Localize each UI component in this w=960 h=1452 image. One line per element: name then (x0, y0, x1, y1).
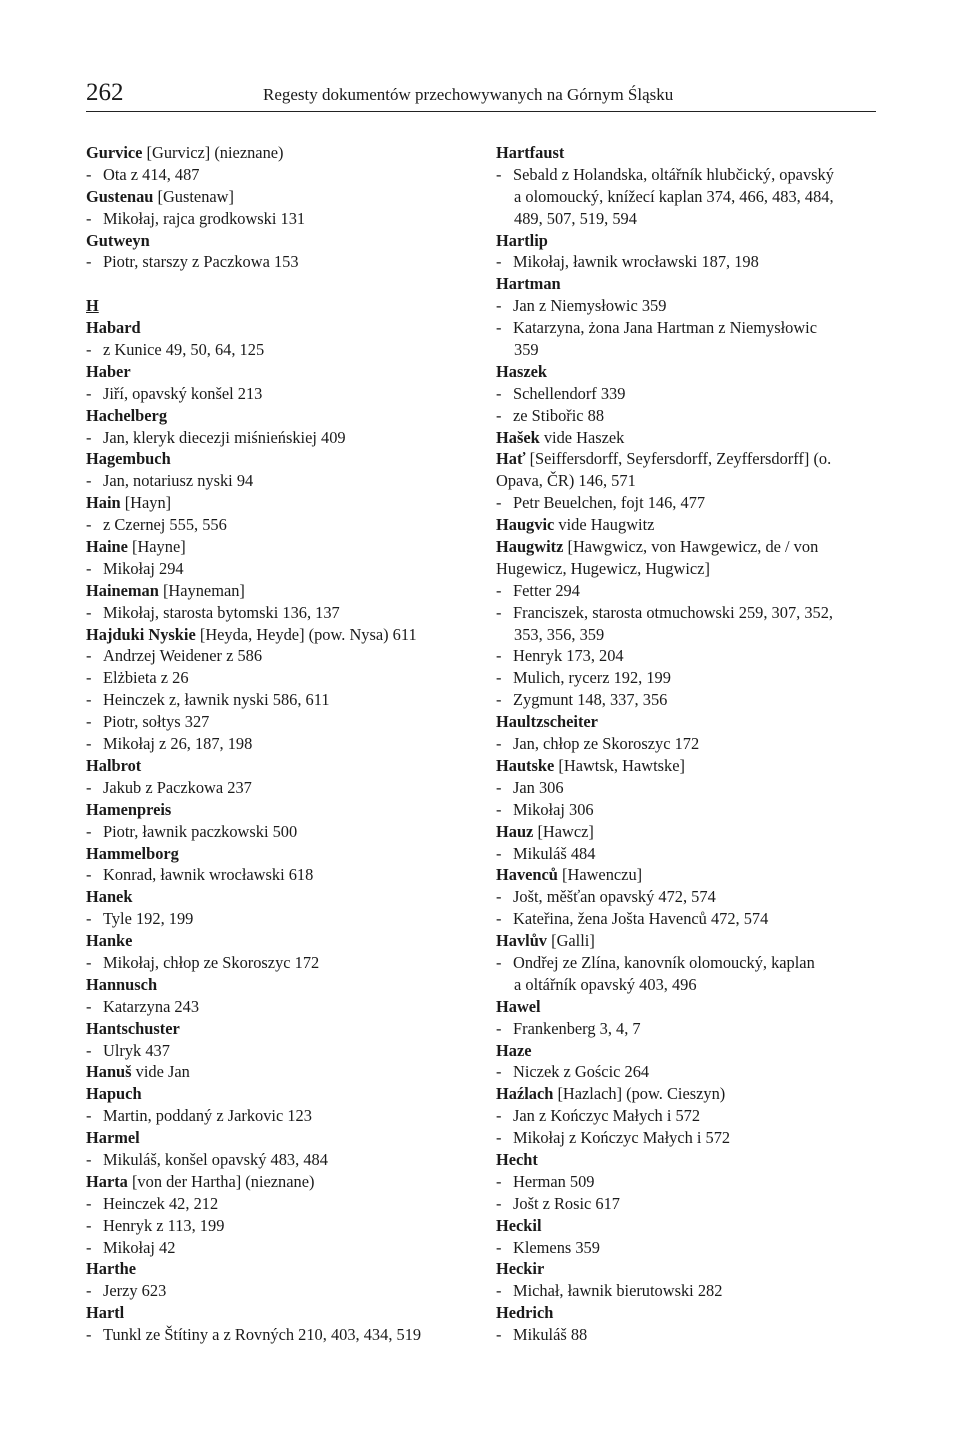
entry-qualifier: vide Jan (131, 1062, 190, 1082)
subentry-text: Herman 509 (513, 1171, 595, 1191)
entry-headword: Hannusch (86, 974, 158, 994)
entry-qualifier: [Heyda, Heyde] (pow. Nysa) 611 (195, 624, 417, 644)
entry-headword: Hauz (496, 821, 534, 841)
index-entry-heading (496, 996, 878, 1018)
entry-headword: Hartman (496, 274, 561, 294)
dash-marker: - (496, 1171, 502, 1191)
entry-headword: Haugwitz (496, 537, 564, 557)
entry-headword: Halbrot (86, 755, 142, 775)
dash-marker: - (86, 208, 92, 228)
index-subentry (496, 383, 878, 405)
index-subentry (496, 1193, 878, 1215)
section-letter: H (86, 296, 99, 316)
index-subentry (496, 843, 878, 865)
entry-headword: Hain (86, 493, 121, 513)
index-entry-heading (86, 317, 466, 339)
index-entry-heading (86, 1302, 466, 1324)
entry-headword: Habard (86, 318, 141, 338)
index-subentry (86, 602, 466, 624)
index-subentry (496, 667, 878, 689)
dash-marker: - (496, 1237, 502, 1257)
subentry-text: Jan, kleryk diecezji miśnieńskiej 409 (103, 427, 346, 447)
subentry-text: Heinczek 42, 212 (103, 1193, 219, 1213)
index-entry-heading (496, 536, 878, 558)
index-entry-heading (86, 930, 466, 952)
index-subentry (86, 821, 466, 843)
index-subentry (86, 996, 466, 1018)
index-subentry (86, 1193, 466, 1215)
entry-headword: Heckir (496, 1259, 545, 1279)
dash-marker: - (86, 164, 92, 184)
entry-qualifier: [Hayn] (120, 493, 172, 513)
subentry-text: Frankenberg 3, 4, 7 (513, 1018, 641, 1038)
index-subentry (86, 733, 466, 755)
dash-marker: - (496, 383, 502, 403)
index-entry-heading (496, 864, 878, 886)
index-subentry (496, 1280, 878, 1302)
entry-headword: Heckil (496, 1215, 542, 1235)
entry-headword: Harmel (86, 1128, 140, 1148)
entry-headword: Hantschuster (86, 1018, 180, 1038)
heading-continuation: Opava, ČR) 146, 571 (496, 471, 636, 491)
subentry-text: Tyle 192, 199 (103, 909, 194, 929)
subentry-text: ze Stibořic 88 (513, 405, 605, 425)
index-entry-heading (496, 1258, 878, 1280)
dash-marker: - (86, 252, 92, 272)
index-subentry (496, 886, 878, 908)
index-subentry (496, 580, 878, 602)
dash-marker: - (496, 952, 502, 972)
entry-headword: Hautske (496, 755, 555, 775)
entry-qualifier: [von der Hartha] (nieznane) (127, 1171, 315, 1191)
dash-marker: - (86, 1106, 92, 1126)
dash-marker: - (496, 1325, 502, 1345)
entry-headword: Haszek (496, 361, 547, 381)
subentry-text: Mikołaj 294 (103, 558, 184, 578)
entry-qualifier: [Galli] (547, 931, 595, 951)
subentry-text: Piotr, sołtys 327 (103, 712, 210, 732)
dash-marker: - (86, 909, 92, 929)
index-entry-heading (86, 361, 466, 383)
entry-headword: Hammelborg (86, 843, 179, 863)
entry-headword: Havlův (496, 931, 548, 951)
entry-headword: Hať (496, 449, 526, 469)
index-entry-heading (496, 1040, 878, 1062)
subentry-text: Mikuláš, konšel opavský 483, 484 (103, 1149, 328, 1169)
page-number: 262 (86, 79, 124, 106)
index-entry-heading (86, 405, 466, 427)
index-entry-heading (86, 974, 466, 996)
subentry-text: Mikuláš 484 (513, 843, 596, 863)
index-entry-heading (496, 930, 878, 952)
dash-marker: - (86, 1215, 92, 1235)
entry-headword: Gurvice (86, 143, 143, 162)
subentry-text: Mikołaj, rajca grodkowski 131 (103, 208, 306, 228)
index-subentry (496, 1061, 878, 1083)
dash-marker: - (86, 1237, 92, 1257)
index-entry-heading (496, 142, 878, 164)
dash-marker: - (496, 296, 502, 316)
index-subentry (496, 952, 878, 974)
subentry-text: Katarzyna 243 (103, 996, 200, 1016)
entry-headword: Hartfaust (496, 143, 565, 162)
subentry-continuation: 489, 507, 519, 594 (514, 208, 637, 228)
subentry-continuation: a oltářník opavský 403, 496 (514, 974, 697, 994)
index-entry-heading (496, 1302, 878, 1324)
dash-marker: - (496, 164, 502, 184)
entry-headword: Haine (86, 537, 128, 557)
index-subentry (496, 1237, 878, 1259)
index-entry-heading (496, 821, 878, 843)
index-subentry (86, 251, 466, 273)
index-entry-heading (86, 186, 466, 208)
entry-headword: Hanek (86, 887, 133, 907)
index-entry-heading (86, 755, 466, 777)
subentry-text: Jošt z Rosic 617 (513, 1193, 620, 1213)
dash-marker: - (496, 493, 502, 513)
entry-qualifier: [Hazlach] (pow. Cieszyn) (553, 1084, 726, 1104)
index-subentry (86, 470, 466, 492)
subentry-text: z Czernej 555, 556 (103, 515, 227, 535)
index-subentry (86, 689, 466, 711)
entry-qualifier: [Hayne] (127, 537, 186, 557)
entry-headword: Haze (496, 1040, 532, 1060)
index-subentry (86, 514, 466, 536)
index-subentry (86, 427, 466, 449)
subentry-text: Jan, notariusz nyski 94 (103, 471, 254, 491)
subentry-text: Mikołaj z Kończyc Małych i 572 (513, 1128, 731, 1148)
entry-qualifier: [Hayneman] (158, 580, 245, 600)
index-subentry (86, 667, 466, 689)
index-entry-heading (86, 492, 466, 514)
index-entry-heading (86, 1258, 466, 1280)
dash-marker: - (496, 602, 502, 622)
entry-headword: Haugvic (496, 515, 555, 535)
index-entry-heading (86, 886, 466, 908)
index-subentry (496, 777, 878, 799)
dash-marker: - (86, 668, 92, 688)
entry-headword: Haineman (86, 580, 159, 600)
entry-headword: Hecht (496, 1149, 538, 1169)
dash-marker: - (496, 909, 502, 929)
index-entry-heading (496, 1149, 878, 1171)
index-subentry (86, 645, 466, 667)
entry-headword: Hartl (86, 1303, 125, 1323)
index-subentry (496, 317, 878, 339)
entry-headword: Haźlach (496, 1084, 554, 1104)
subentry-text: Katarzyna, żona Jana Hartman z Niemysłowic (513, 318, 818, 338)
dash-marker: - (86, 865, 92, 885)
index-entry-heading (496, 755, 878, 777)
dash-marker: - (86, 1193, 92, 1213)
subentry-text: Fetter 294 (513, 580, 580, 600)
entry-headword: Harthe (86, 1259, 137, 1279)
dash-marker: - (496, 668, 502, 688)
entry-headword: Hartlip (496, 230, 548, 250)
entry-headword: Hawel (496, 996, 541, 1016)
dash-marker: - (86, 734, 92, 754)
dash-marker: - (86, 340, 92, 360)
header-rule (86, 111, 876, 112)
dash-marker: - (496, 690, 502, 710)
subentry-text: Jiří, opavský konšel 213 (103, 383, 263, 403)
index-subentry (496, 908, 878, 930)
subentry-text: Mikołaj z 26, 187, 198 (103, 734, 253, 754)
index-subentry (86, 1237, 466, 1259)
entry-qualifier: vide Haugwitz (554, 515, 655, 535)
index-subentry (86, 711, 466, 733)
index-subentry (496, 602, 878, 624)
dash-marker: - (496, 252, 502, 272)
subentry-text: Jan, chłop ze Skoroszyc 172 (513, 734, 700, 754)
entry-headword: Hajduki Nyskie (86, 624, 196, 644)
dash-marker: - (496, 1018, 502, 1038)
index-entry-heading (86, 624, 466, 646)
entry-headword: Hedrich (496, 1303, 554, 1323)
index-entry-heading (86, 580, 466, 602)
subentry-text: Konrad, ławnik wrocławski 618 (103, 865, 314, 885)
dash-marker: - (86, 690, 92, 710)
subentry-continuation: 359 (514, 340, 539, 360)
index-subentry (86, 952, 466, 974)
subentry-text: Jošt, měšťan opavský 472, 574 (513, 887, 716, 907)
index-column-left (86, 142, 466, 1346)
subentry-text: Jan z Niemysłowic 359 (513, 296, 667, 316)
entry-headword: Hapuch (86, 1084, 142, 1104)
dash-marker: - (496, 1106, 502, 1126)
subentry-text: Mikuláš 88 (513, 1325, 588, 1345)
subentry-text: Jerzy 623 (103, 1281, 167, 1301)
entry-headword: Hanke (86, 931, 133, 951)
subentry-text: Tunkl ze Štítiny a z Rovných 210, 403, 434, 519 (103, 1325, 422, 1345)
index-subentry (86, 1149, 466, 1171)
index-subentry (86, 164, 466, 186)
subentry-continuation: a olomoucký, knížecí kaplan 374, 466, 483, 484, (514, 186, 834, 206)
entry-headword: Haber (86, 361, 131, 381)
subentry-text: Michał, ławnik bierutowski 282 (513, 1281, 723, 1301)
dash-marker: - (86, 1281, 92, 1301)
subentry-text: Andrzej Weidener z 586 (103, 646, 263, 666)
index-subentry (86, 1324, 466, 1346)
entry-headword: Gustenau (86, 186, 154, 206)
dash-marker: - (496, 843, 502, 863)
index-subentry (86, 339, 466, 361)
subentry-text: Martin, poddaný z Jarkovic 123 (103, 1106, 312, 1126)
subentry-text: Ondřej ze Zlína, kanovník olomoucký, kaplan (513, 952, 815, 972)
subentry-text: Jan z Kończyc Małych i 572 (513, 1106, 701, 1126)
index-subentry (496, 492, 878, 514)
subentry-text: Zygmunt 148, 337, 356 (513, 690, 668, 710)
entry-qualifier: [Hawcz] (533, 821, 594, 841)
entry-qualifier: [Seiffersdorff, Seyfersdorff, Zeyffersdorff] (o. (525, 449, 832, 469)
entry-headword: Hamenpreis (86, 799, 172, 819)
index-entry-heading (496, 711, 878, 733)
index-subentry (496, 1018, 878, 1040)
subentry-text: Mikołaj 42 (103, 1237, 176, 1257)
index-subentry (86, 864, 466, 886)
entry-headword: Hanuš (86, 1062, 132, 1082)
subentry-text: Mikołaj 306 (513, 799, 594, 819)
index-subentry (86, 558, 466, 580)
index-entry-heading (86, 230, 466, 252)
index-entry-heading (86, 1171, 466, 1193)
dash-marker: - (86, 558, 92, 578)
entry-headword: Hachelberg (86, 405, 168, 425)
index-entry-heading (496, 448, 878, 470)
subentry-text: Henryk z 113, 199 (103, 1215, 225, 1235)
entry-headword: Havenců (496, 865, 558, 885)
index-entry-heading (86, 1018, 466, 1040)
index-subentry (86, 777, 466, 799)
index-entry-heading (86, 843, 466, 865)
dash-marker: - (86, 602, 92, 622)
subentry-text: Mikołaj, starosta bytomski 136, 137 (103, 602, 340, 622)
dash-marker: - (496, 734, 502, 754)
index-entry-heading (86, 1083, 466, 1105)
entry-qualifier: [Hawenczu] (557, 865, 643, 885)
dash-marker: - (86, 821, 92, 841)
index-entry-heading (496, 1083, 878, 1105)
running-title: Regesty dokumentów przechowywanych na Górnym Śląsku (263, 85, 674, 104)
index-entry-heading (496, 230, 878, 252)
index-subentry (496, 1105, 878, 1127)
dash-marker: - (496, 1128, 502, 1148)
subentry-text: Franciszek, starosta otmuchowski 259, 307, 352, (513, 602, 834, 622)
page-header (86, 78, 876, 114)
dash-marker: - (496, 1281, 502, 1301)
index-subentry (496, 164, 878, 186)
subentry-text: z Kunice 49, 50, 64, 125 (103, 340, 265, 360)
subentry-text: Mikołaj, chłop ze Skoroszyc 172 (103, 952, 320, 972)
dash-marker: - (496, 580, 502, 600)
subentry-text: Piotr, ławnik paczkowski 500 (103, 821, 298, 841)
index-subentry (86, 1040, 466, 1062)
dash-marker: - (86, 996, 92, 1016)
subentry-text: Piotr, starszy z Paczkowa 153 (103, 252, 299, 272)
index-subentry (496, 733, 878, 755)
index-subentry (86, 1280, 466, 1302)
index-subentry (496, 251, 878, 273)
index-entry-heading (86, 536, 466, 558)
subentry-text: Klemens 359 (513, 1237, 600, 1257)
subentry-text: Jakub z Paczkowa 237 (103, 777, 252, 797)
index-entry-heading (496, 427, 878, 449)
index-subentry (496, 799, 878, 821)
dash-marker: - (86, 427, 92, 447)
index-subentry (86, 208, 466, 230)
index-entry-heading (496, 273, 878, 295)
index-subentry (86, 908, 466, 930)
entry-qualifier: vide Haszek (539, 427, 625, 447)
subentry-text: Niczek z Gościc 264 (513, 1062, 650, 1082)
dash-marker: - (496, 405, 502, 425)
index-subentry (496, 1324, 878, 1346)
index-subentry (86, 1105, 466, 1127)
entry-headword: Haultzscheiter (496, 712, 598, 732)
index-entry-heading (86, 1127, 466, 1149)
dash-marker: - (496, 887, 502, 907)
subentry-text: Sebald z Holandska, oltářník hlubčický, opavský (513, 164, 834, 184)
subentry-text: Ota z 414, 487 (103, 164, 200, 184)
index-entry-heading (496, 361, 878, 383)
subentry-text: Schellendorf 339 (513, 383, 626, 403)
blank-line (86, 273, 466, 295)
subentry-text: Heinczek z, ławnik nyski 586, 611 (103, 690, 330, 710)
dash-marker: - (86, 646, 92, 666)
dash-marker: - (86, 777, 92, 797)
dash-marker: - (86, 471, 92, 491)
subentry-text: Henryk 173, 204 (513, 646, 624, 666)
subentry-text: Kateřina, žena Jošta Havenců 472, 574 (513, 909, 769, 929)
dash-marker: - (86, 952, 92, 972)
subentry-text: Petr Beuelchen, fojt 146, 477 (513, 493, 706, 513)
entry-qualifier: [Hawtsk, Hawtske] (554, 755, 685, 775)
dash-marker: - (86, 383, 92, 403)
dash-marker: - (496, 646, 502, 666)
entry-qualifier: [Gustenaw] (153, 186, 234, 206)
index-subentry (496, 1171, 878, 1193)
index-subentry (496, 645, 878, 667)
index-subentry (496, 295, 878, 317)
dash-marker: - (496, 777, 502, 797)
subentry-text: Mulich, rycerz 192, 199 (513, 668, 671, 688)
entry-qualifier: [Hawgwicz, von Hawgewicz, de / von (563, 537, 819, 557)
dash-marker: - (86, 1149, 92, 1169)
index-entry-heading (86, 799, 466, 821)
dash-marker: - (496, 799, 502, 819)
entry-headword: Hagembuch (86, 449, 171, 469)
index-subentry (496, 689, 878, 711)
entry-headword: Harta (86, 1171, 128, 1191)
subentry-text: Jan 306 (513, 777, 564, 797)
dash-marker: - (86, 712, 92, 732)
index-subentry (496, 405, 878, 427)
index-entry-heading (496, 514, 878, 536)
dash-marker: - (86, 1040, 92, 1060)
index-entry-heading (86, 448, 466, 470)
dash-marker: - (496, 318, 502, 338)
subentry-text: Ulryk 437 (103, 1040, 170, 1060)
subentry-continuation: 353, 356, 359 (514, 624, 605, 644)
dash-marker: - (86, 515, 92, 535)
index-entry-heading (496, 1215, 878, 1237)
index-entry-heading (86, 1061, 466, 1083)
index-subentry (86, 1215, 466, 1237)
entry-headword: Gutweyn (86, 230, 150, 250)
dash-marker: - (496, 1062, 502, 1082)
index-subentry (496, 1127, 878, 1149)
index-column-right (496, 142, 878, 1346)
dash-marker: - (496, 1193, 502, 1213)
entry-qualifier: [Gurvicz] (nieznane) (142, 143, 284, 162)
subentry-text: Mikołaj, ławnik wrocławski 187, 198 (513, 252, 759, 272)
index-subentry (86, 383, 466, 405)
dash-marker: - (86, 1325, 92, 1345)
subentry-text: Elżbieta z 26 (103, 668, 189, 688)
entry-headword: Hašek (496, 427, 540, 447)
heading-continuation: Hugewicz, Hugewicz, Hugwicz] (496, 558, 710, 578)
index-entry-heading (86, 142, 466, 164)
